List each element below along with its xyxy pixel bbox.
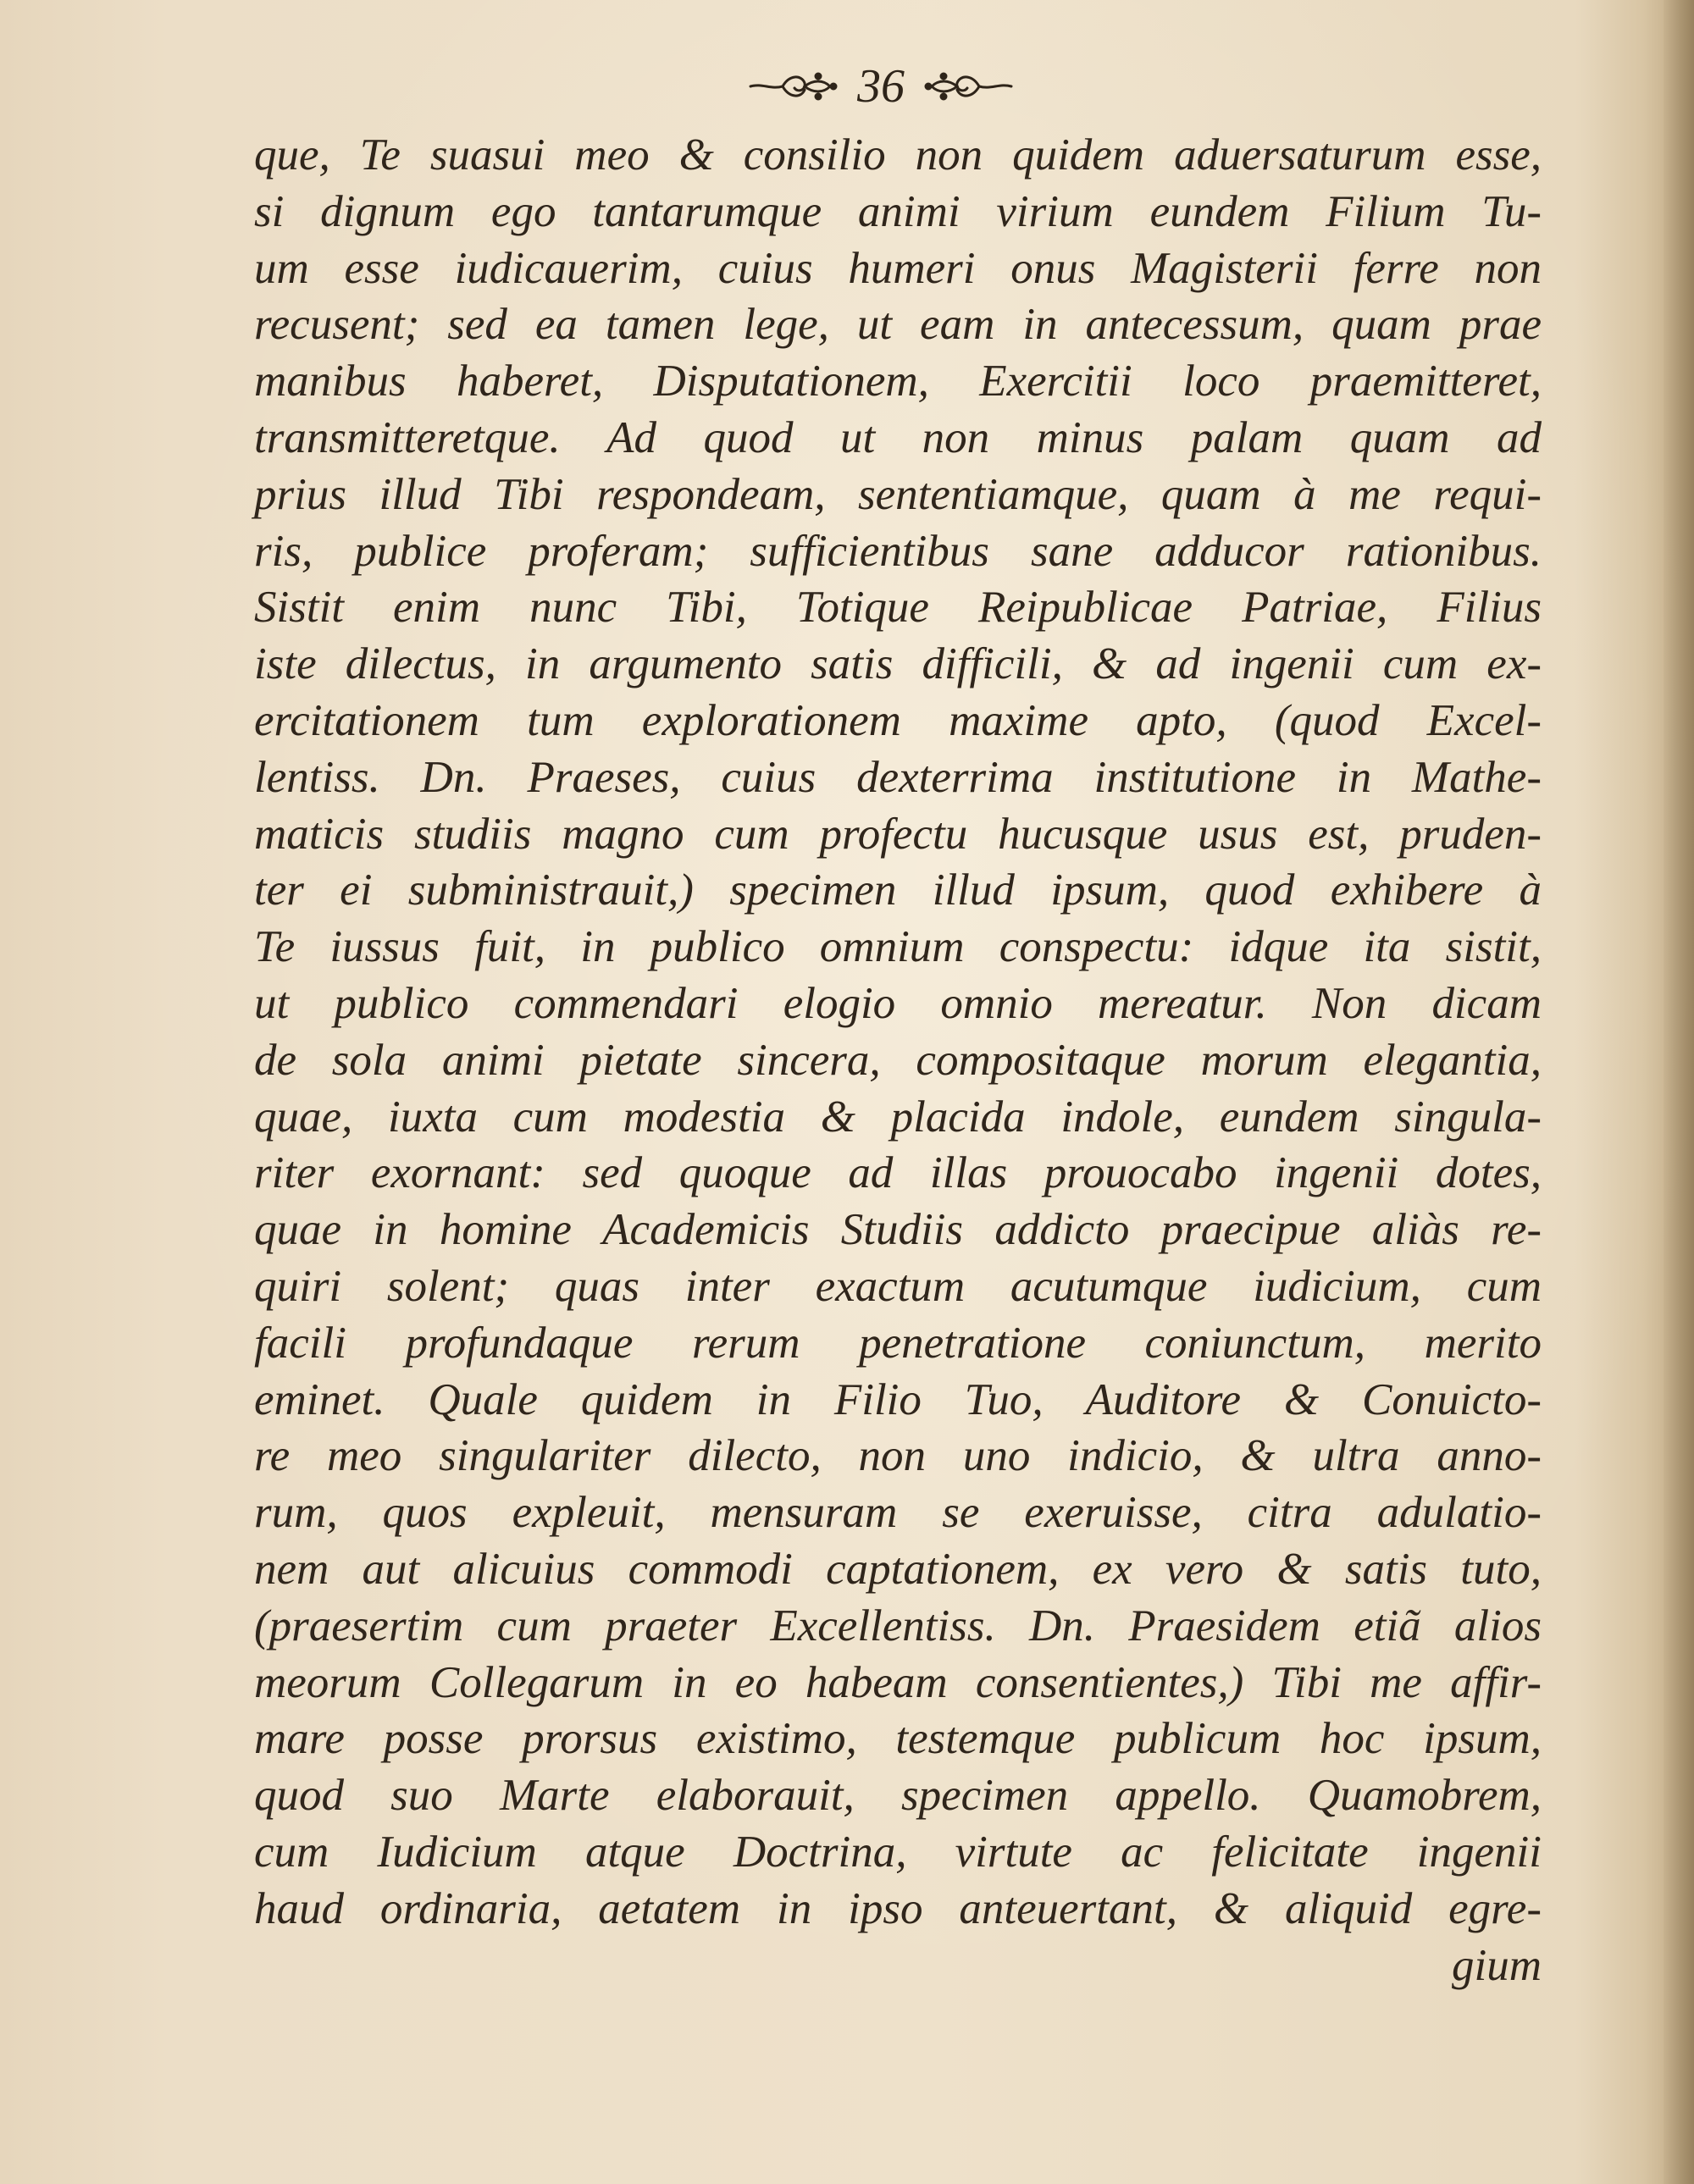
text-line: rum, quos expleuit, mensuram se exeruisse, citra adulatio- xyxy=(254,1488,1542,1538)
right-fleuron-icon xyxy=(923,64,1016,108)
page-gutter-shadow xyxy=(1664,0,1694,2184)
text-line: que, Te suasui meo & consilio non quidem aduersaturum esse, xyxy=(254,130,1542,180)
text-line: recusent; sed ea tamen lege, ut eam in antecessum, quam prae xyxy=(254,300,1542,350)
text-line: iste dilectus, in argumento satis difficili, & ad ingenii cum ex- xyxy=(254,639,1542,689)
text-line: re meo singulariter dilecto, non uno indicio, & ultra anno- xyxy=(254,1431,1542,1481)
text-line: ercitationem tum explorationem maxime apto, (quod Excel- xyxy=(254,695,1542,745)
text-line: lentiss. Dn. Praeses, cuius dexterrima institutione in Mathe- xyxy=(254,752,1542,802)
text-line: manibus haberet, Disputationem, Exercitii loco praemitteret, xyxy=(254,357,1542,406)
text-line: ut publico commendari elogio omnio mereatur. Non dicam xyxy=(254,978,1542,1028)
text-line: riter exornant: sed quoque ad illas prouocabo ingenii dotes, xyxy=(254,1148,1542,1198)
text-line: um esse iudicauerim, cuius humeri onus Magisterii ferre non xyxy=(254,243,1542,293)
page-number: 36 xyxy=(857,60,905,113)
text-line: ter ei subministrauit,) specimen illud ipsum, quod exhibere à xyxy=(254,865,1542,915)
text-line: haud ordinaria, aetatem in ipso anteuertant, & aliquid egre- xyxy=(254,1883,1542,1933)
text-line: mare posse prorsus existimo, testemque publicum hoc ipsum, xyxy=(254,1714,1542,1764)
page-header xyxy=(728,53,1033,120)
text-line: Te iussus fuit, in publico omnium conspectu: idque ita sistit, xyxy=(254,922,1542,972)
text-line: eminet. Quale quidem in Filio Tuo, Auditore & Conuicto- xyxy=(254,1374,1542,1424)
text-line: si dignum ego tantarumque animi virium eundem Filium Tu- xyxy=(254,186,1542,236)
text-line: facili profundaque rerum penetratione coniunctum, merito xyxy=(254,1318,1542,1368)
text-line: quae, iuxta cum modestia & placida indole, eundem singula- xyxy=(254,1092,1542,1142)
text-line: cum Iudicium atque Doctrina, virtute ac felicitate ingenii xyxy=(254,1827,1542,1877)
text-line: de sola animi pietate sincera, compositaque morum elegantia, xyxy=(254,1035,1542,1085)
text-line: maticis studiis magno cum profectu hucusque usus est, pruden- xyxy=(254,809,1542,859)
text-line: (praesertim cum praeter Excellentiss. Dn. Praesidem etiã alios xyxy=(254,1601,1542,1650)
left-fleuron-icon xyxy=(745,64,839,108)
catchword: gium xyxy=(1452,1940,1542,1990)
text-line: ris, publice proferam; sufficientibus sane adducor rationibus. xyxy=(254,526,1542,576)
text-line: transmitteretque. Ad quod ut non minus palam quam ad xyxy=(254,412,1542,462)
text-line: quiri solent; quas inter exactum acutumque iudicium, cum xyxy=(254,1261,1542,1311)
text-line: nem aut alicuius commodi captationem, ex vero & satis tuto, xyxy=(254,1544,1542,1594)
text-line: quae in homine Academicis Studiis addicto praecipue aliàs re- xyxy=(254,1205,1542,1255)
text-line: Sistit enim nunc Tibi, Totique Reipublicae Patriae, Filius xyxy=(254,583,1542,633)
text-line: prius illud Tibi respondeam, sententiamque, quam à me requi- xyxy=(254,469,1542,519)
text-line: meorum Collegarum in eo habeam consentientes,) Tibi me affir- xyxy=(254,1657,1542,1707)
body-text xyxy=(254,127,1542,1993)
text-line: quod suo Marte elaborauit, specimen appello. Quamobrem, xyxy=(254,1771,1542,1821)
